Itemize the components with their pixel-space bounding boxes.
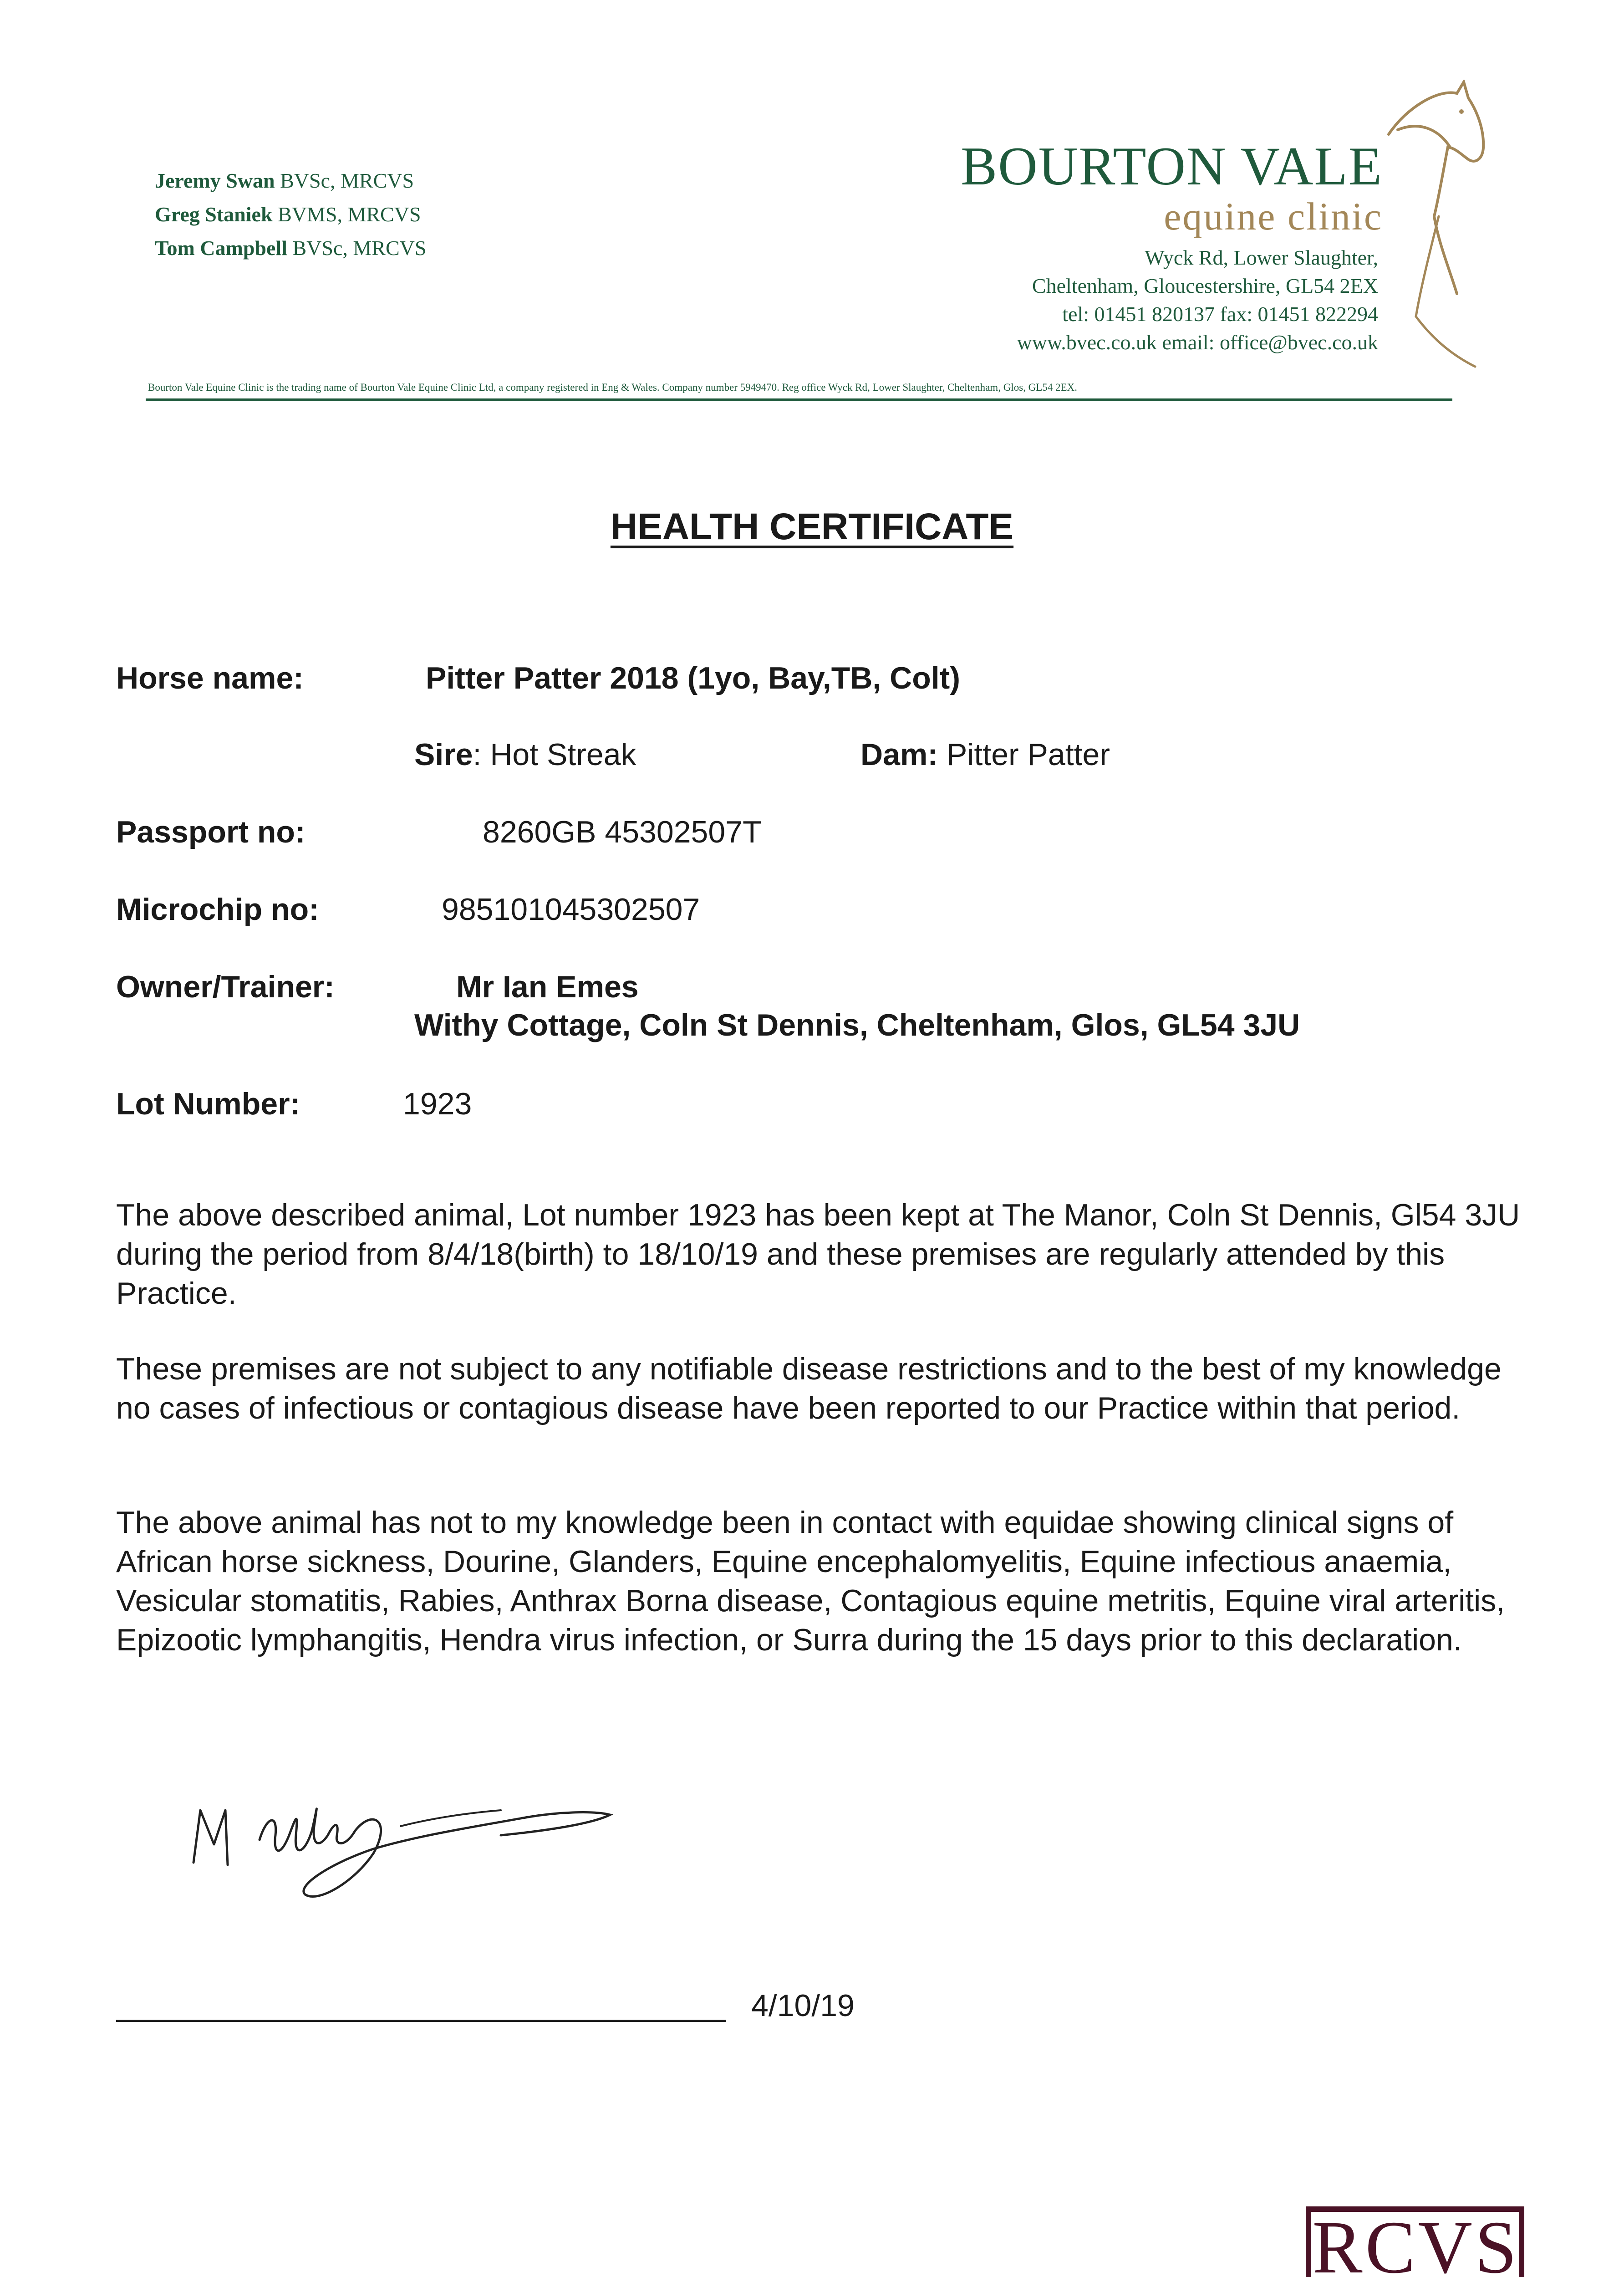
address-line: www.bvec.co.uk email: office@bvec.co.uk [1017,331,1378,354]
vet-name: Greg Staniek [155,203,273,226]
vet-name: Jeremy Swan [155,169,275,192]
passport-value: 8260GB 45302507T [483,815,762,849]
signature-date: 4/10/19 [751,1988,855,2023]
signature-line [116,2020,726,2022]
legal-notice: Bourton Vale Equine Clinic is the trading name of Bourton Vale Equine Clinic Ltd, a company registered in Eng & Wales. Company number 5949470. Reg office Wyck Rd, Lower Slaughter, Cheltenham, Glos, GL54 2EX. [148,382,1077,393]
vet-row [155,164,426,198]
owner-name: Mr Ian Emes [456,970,639,1004]
page-title [0,505,1624,548]
dam-label: Dam: [860,737,938,772]
clinic-name: BOURTON VALE [961,136,1383,196]
page-title-text: HEALTH CERTIFICATE [610,506,1014,547]
horse-head-icon [1370,80,1489,371]
dam-value: Pitter Patter [938,737,1110,772]
address-line: Wyck Rd, Lower Slaughter, [1145,246,1378,269]
vet-quals: BVMS, MRCVS [278,203,421,226]
vet-name: Tom Campbell [155,236,287,260]
owner-label: Owner/Trainer: [116,970,335,1004]
declaration-paragraph: These premises are not subject to any notifiable disease restrictions and to the best of my knowledge no cases of infectious or contagious disease have been reported to our Practice within that period. [116,1352,1502,1425]
vet-quals: BVSc, MRCVS [280,169,414,192]
declaration-paragraph: The above animal has not to my knowledge been in contact with equidae showing clinical signs of African horse sickness, Dourine, Glanders, Equine encephalomyelitis, Equine infectious anaemia, Vesicular stomatitis, Rabies, Anthrax Borna disease, Contagious equine metritis, Equine viral arteritis, Epizootic lymphangitis, Hendra virus infection, or Surra during the 15 days prior to this declaration. [116,1505,1505,1657]
vet-row [155,231,426,265]
clinic-logo [961,137,1383,237]
microchip-label: Microchip no: [116,892,319,927]
rcvs-logo: RCVS [1312,2206,1520,2277]
owner-address: Withy Cottage, Coln St Dennis, Cheltenham, Glos, GL54 3JU [414,1008,1300,1042]
signature-image [182,1767,628,1917]
passport-label: Passport no: [116,815,305,849]
address-line: Cheltenham, Gloucestershire, GL54 2EX [1032,274,1378,297]
letterhead-divider [146,398,1452,401]
declaration-paragraph: The above described animal, Lot number 1923 has been kept at The Manor, Coln St Dennis, Gl54 3JU during the period from 8/4/18(birth) to 18/10/19 and these premises are regularly attended by this Practice. [116,1198,1520,1311]
horse-name-label: Horse name: [116,661,304,695]
microchip-value: 985101045302507 [442,892,700,927]
sire-value: : Hot Streak [473,737,636,772]
clinic-address [1017,244,1378,357]
lot-number-value: 1923 [403,1087,472,1121]
clinic-subtitle: equine clinic [1164,194,1383,238]
address-line: tel: 01451 820137 fax: 01451 822294 [1062,302,1378,326]
horse-name-value: Pitter Patter 2018 (1yo, Bay,TB, Colt) [426,661,960,695]
vet-list [155,164,426,265]
dam-field [860,737,1110,772]
sire-label: Sire [414,737,473,772]
vet-quals: BVSc, MRCVS [292,236,427,260]
vet-row [155,198,426,231]
lot-number-label: Lot Number: [116,1087,300,1121]
sire-field [414,737,636,772]
